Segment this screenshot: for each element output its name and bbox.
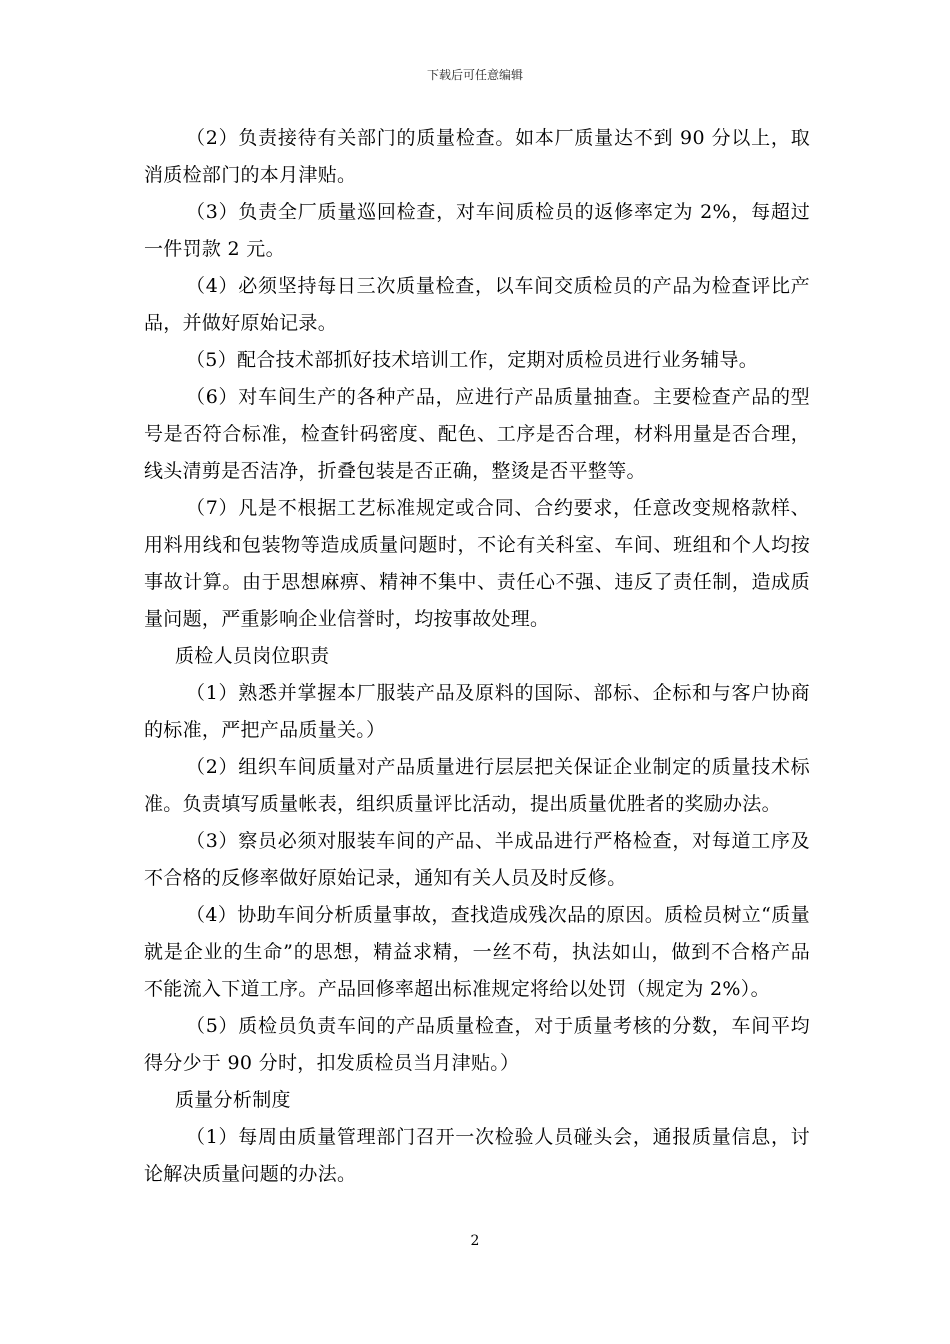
paragraph-duty-4-accident-analysis: （4）协助车间分析质量事故，查找造成残次品的原因。质检员树立“质量就是企业的生命”的思想，精益求精，一丝不苟，执法如山，做到不合格产品不能流入下道工序。产品回修率超出标准规定将给以处罚（规定为 2%）。: [144, 904, 810, 1000]
page-number: 2: [470, 1233, 480, 1249]
paragraph-analysis-1-weekly-meeting: （1）每周由质量管理部门召开一次检验人员碰头会，通报质量信息，讨论解决质量问题的办法。: [144, 1126, 810, 1185]
paragraph-item-5-training: （5）配合技术部抓好技术培训工作，定期对质检员进行业务辅导。: [186, 349, 759, 371]
paragraph-duty-3-records: （3）察员必须对服装车间的产品、半成品进行严格检查，对每道工序及不合格的反修率做好原始记录，通知有关人员及时反修。: [144, 830, 810, 889]
section-heading-quality-analysis: 质量分析制度: [175, 1089, 291, 1111]
paragraph-item-3-patrol-inspection: （3）负责全厂质量巡回检查，对车间质检员的返修率定为 2%，每超过一件罚款 2 元。: [144, 201, 810, 260]
paragraph-item-7-accidents: （7）凡是不根据工艺标准规定或合同、合约要求，任意改变规格款样、用料用线和包装物等造成质量问题时，不论有关科室、车间、班组和个人均按事故计算。由于思想麻痹、精神不集中、责任心不强、违反了责任制，造成质量问题，严重影响企业信誉时，均按事故处理。: [144, 497, 810, 630]
paragraph-item-6-spot-checks: （6）对车间生产的各种产品，应进行产品质量抽查。主要检查产品的型号是否符合标准，检查针码密度、配色、工序是否合理，材料用量是否合理，线头清剪是否洁净，折叠包装是否正确，整烫是否平整等。: [144, 386, 810, 482]
document-body: [144, 120, 810, 1193]
section-heading-inspector-duties: 质检人员岗位职责: [175, 645, 330, 667]
paragraph-item-2-inspection-reception: （2）负责接待有关部门的质量检查。如本厂质量达不到 90 分以上，取消质检部门的本月津贴。: [144, 127, 810, 186]
paragraph-duty-1-standards: （1）熟悉并掌握本厂服装产品及原料的国际、部标、企标和与客户协商的标准，严把产品质量关。）: [144, 682, 810, 741]
page-header-note: 下载后可任意编辑: [426, 68, 523, 82]
paragraph-item-4-daily-checks: （4）必须坚持每日三次质量检查，以车间交质检员的产品为检查评比产品，并做好原始记录。: [144, 275, 810, 334]
paragraph-duty-5-scoring: （5）质检员负责车间的产品质量检查，对于质量考核的分数，车间平均得分少于 90 分时，扣发质检员当月津贴。）: [144, 1015, 810, 1074]
paragraph-duty-2-quality-control: （2）组织车间质量对产品质量进行层层把关保证企业制定的质量技术标准。负责填写质量帐表，组织质量评比活动，提出质量优胜者的奖励办法。: [144, 756, 810, 815]
